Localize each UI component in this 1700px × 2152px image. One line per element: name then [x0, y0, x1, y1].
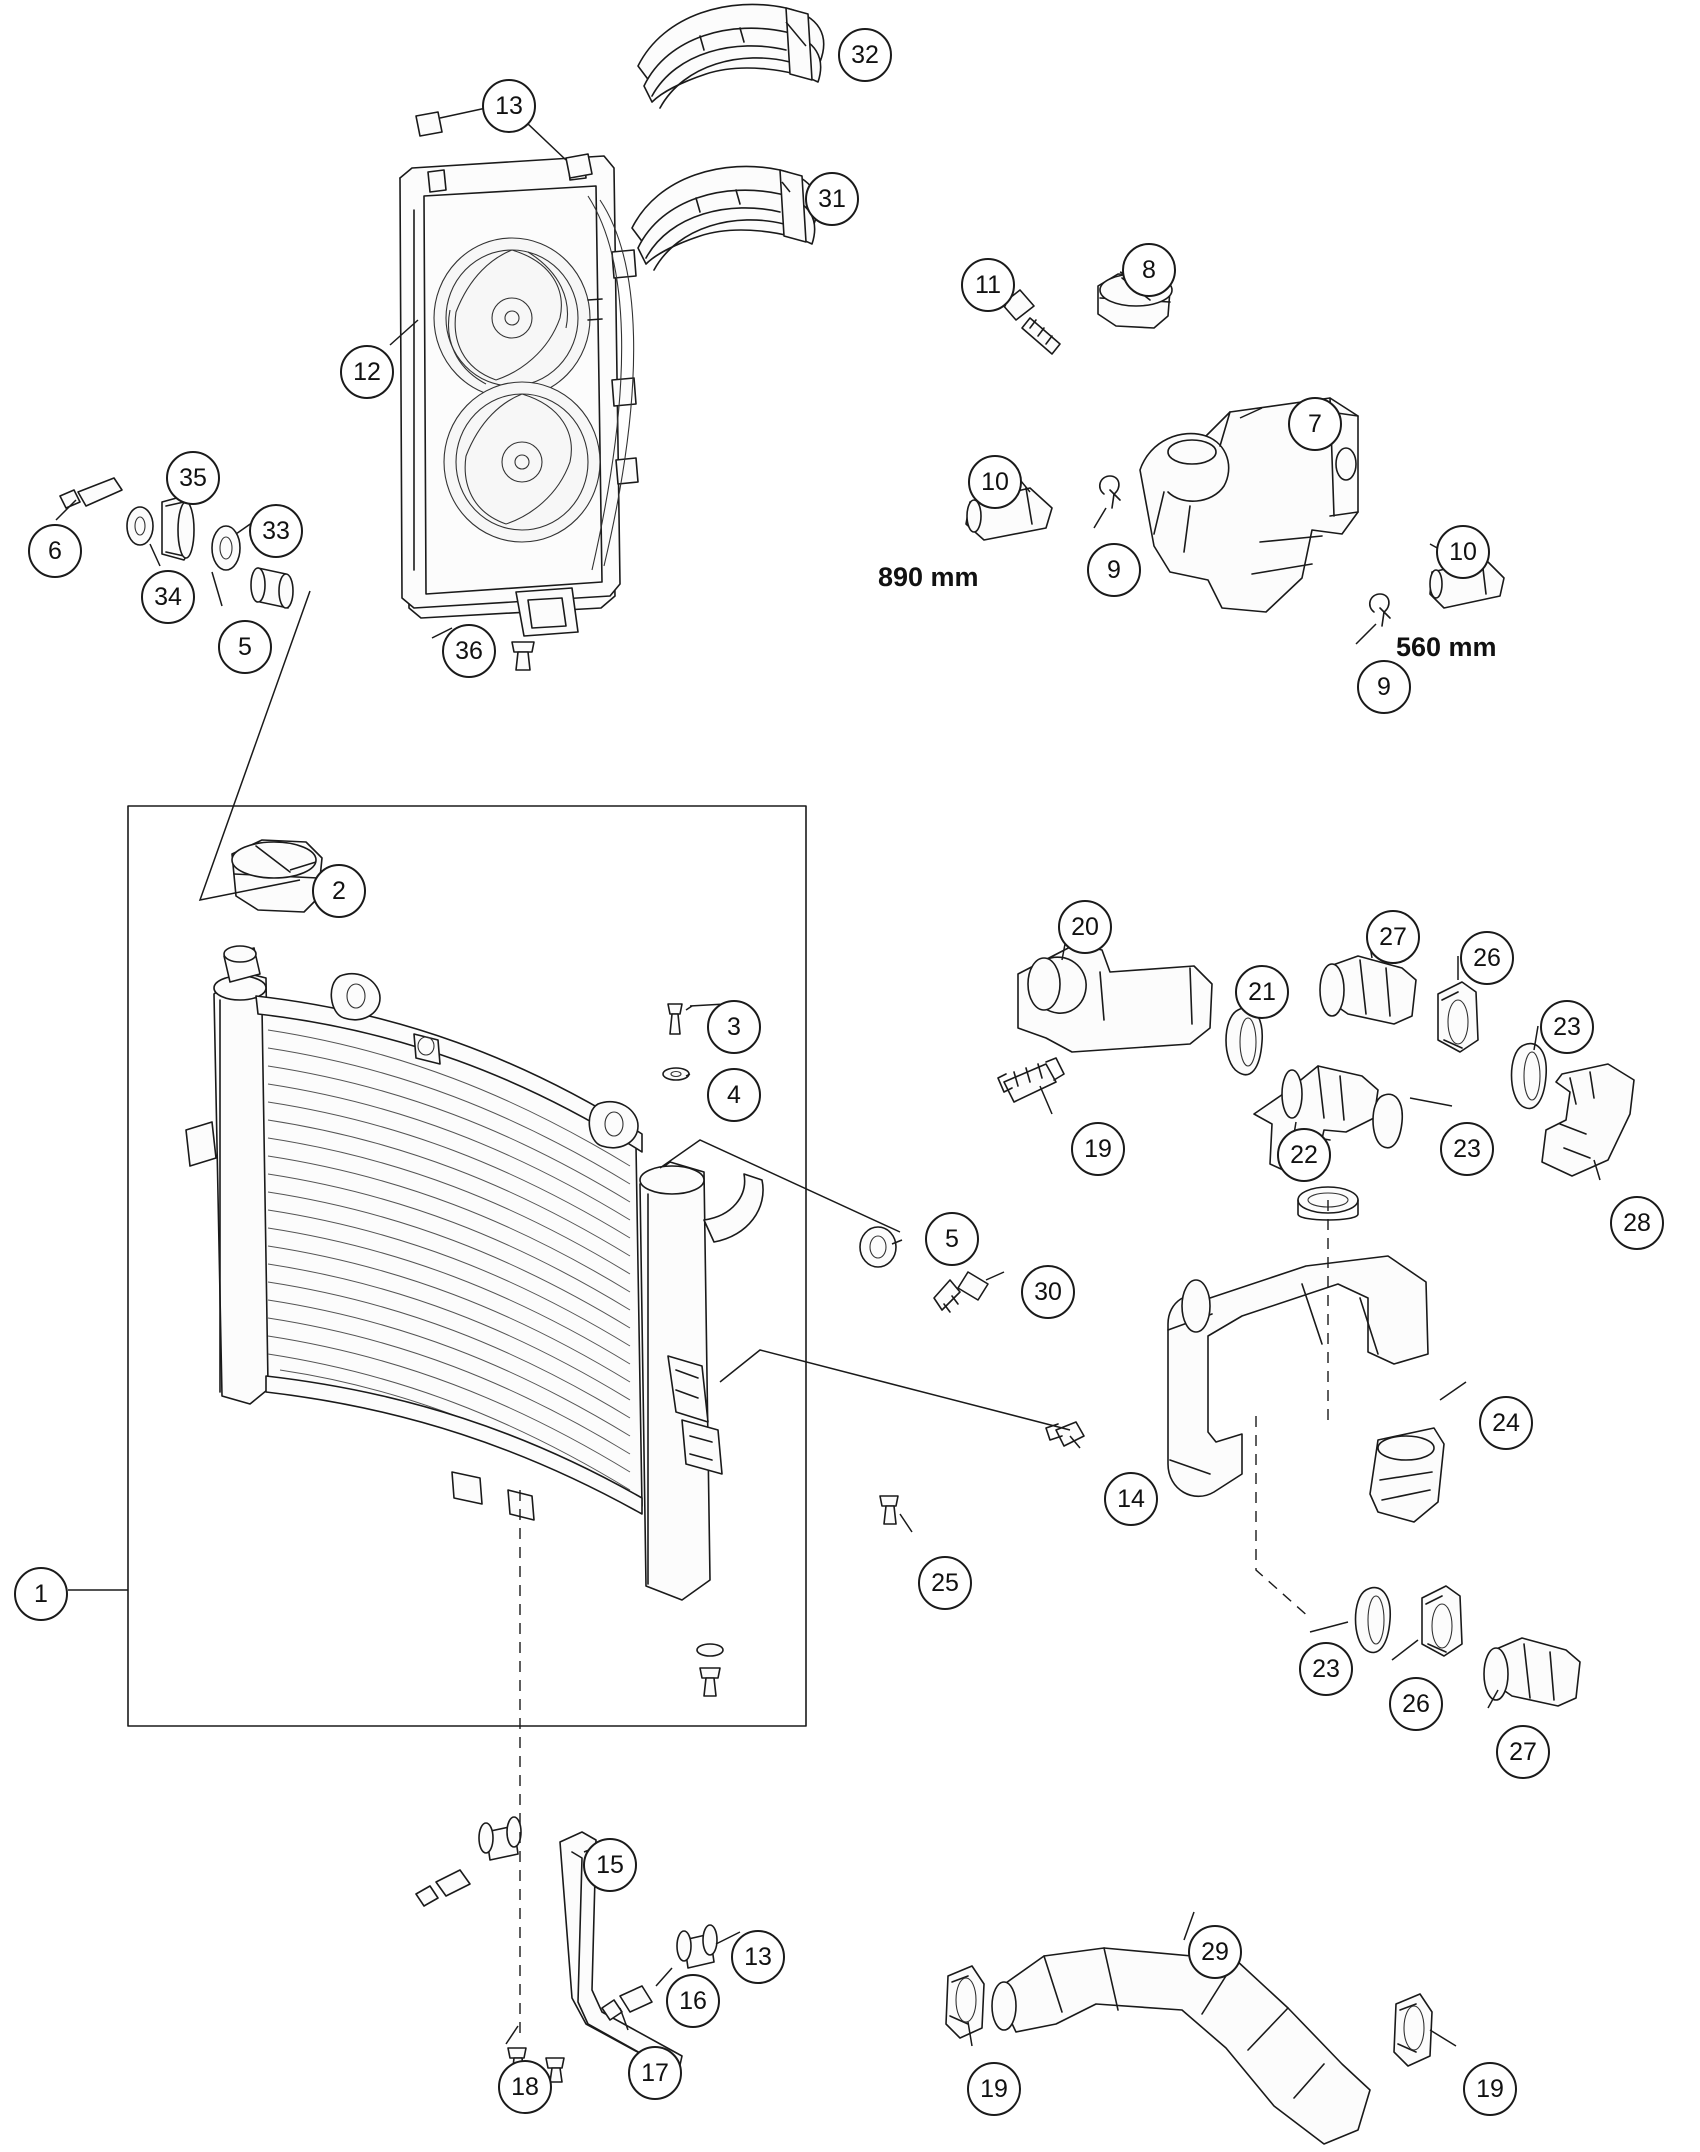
callout-1[interactable]: 1: [14, 1567, 68, 1621]
fan-grille-upper: [638, 4, 824, 108]
callout-23[interactable]: 23: [1540, 1000, 1594, 1054]
callout-8[interactable]: 8: [1122, 243, 1176, 297]
callout-16[interactable]: 16: [666, 1974, 720, 2028]
callout-2[interactable]: 2: [312, 864, 366, 918]
callout-32[interactable]: 32: [838, 28, 892, 82]
callout-26[interactable]: 26: [1389, 1677, 1443, 1731]
callout-11[interactable]: 11: [961, 258, 1015, 312]
callout-25[interactable]: 25: [918, 1556, 972, 1610]
expansion-tank: [966, 274, 1504, 626]
callout-28[interactable]: 28: [1610, 1196, 1664, 1250]
callout-29[interactable]: 29: [1188, 1925, 1242, 1979]
callout-35[interactable]: 35: [166, 451, 220, 505]
callout-6[interactable]: 6: [28, 524, 82, 578]
fan-shroud-assembly: [400, 156, 638, 636]
callout-34[interactable]: 34: [141, 570, 195, 624]
callout-10[interactable]: 10: [1436, 525, 1490, 579]
fan-grille-lower: [632, 166, 818, 270]
callout-23[interactable]: 23: [1299, 1642, 1353, 1696]
callout-31[interactable]: 31: [805, 172, 859, 226]
callout-9[interactable]: 9: [1087, 543, 1141, 597]
screw-36: [512, 642, 534, 670]
callout-17[interactable]: 17: [628, 2046, 682, 2100]
callout-24[interactable]: 24: [1479, 1396, 1533, 1450]
callout-33[interactable]: 33: [249, 504, 303, 558]
callout-12[interactable]: 12: [340, 345, 394, 399]
callout-3[interactable]: 3: [707, 1000, 761, 1054]
callout-10[interactable]: 10: [968, 455, 1022, 509]
dimension-label-890: 890 mm: [878, 562, 979, 592]
callout-36[interactable]: 36: [442, 624, 496, 678]
callout-5[interactable]: 5: [218, 620, 272, 674]
callout-13[interactable]: 13: [482, 79, 536, 133]
callout-26[interactable]: 26: [1460, 931, 1514, 985]
callout-22[interactable]: 22: [1277, 1128, 1331, 1182]
dimension-label-560: 560 mm: [1396, 632, 1497, 662]
callout-4[interactable]: 4: [707, 1068, 761, 1122]
callout-13[interactable]: 13: [731, 1930, 785, 1984]
callout-18[interactable]: 18: [498, 2060, 552, 2114]
callout-7[interactable]: 7: [1288, 397, 1342, 451]
hose-29: [946, 1948, 1432, 2144]
callout-9[interactable]: 9: [1357, 660, 1411, 714]
callout-27[interactable]: 27: [1496, 1725, 1550, 1779]
callout-19[interactable]: 19: [1463, 2062, 1517, 2116]
hose-20: [998, 944, 1212, 1102]
callout-15[interactable]: 15: [583, 1838, 637, 1892]
callout-19[interactable]: 19: [967, 2062, 1021, 2116]
callout-23[interactable]: 23: [1440, 1122, 1494, 1176]
callout-19[interactable]: 19: [1071, 1122, 1125, 1176]
thermostat-tee-cluster: [1168, 956, 1634, 1706]
callout-20[interactable]: 20: [1058, 900, 1112, 954]
callout-27[interactable]: 27: [1366, 910, 1420, 964]
callout-30[interactable]: 30: [1021, 1265, 1075, 1319]
callout-5[interactable]: 5: [925, 1212, 979, 1266]
callout-21[interactable]: 21: [1235, 965, 1289, 1019]
callout-14[interactable]: 14: [1104, 1472, 1158, 1526]
